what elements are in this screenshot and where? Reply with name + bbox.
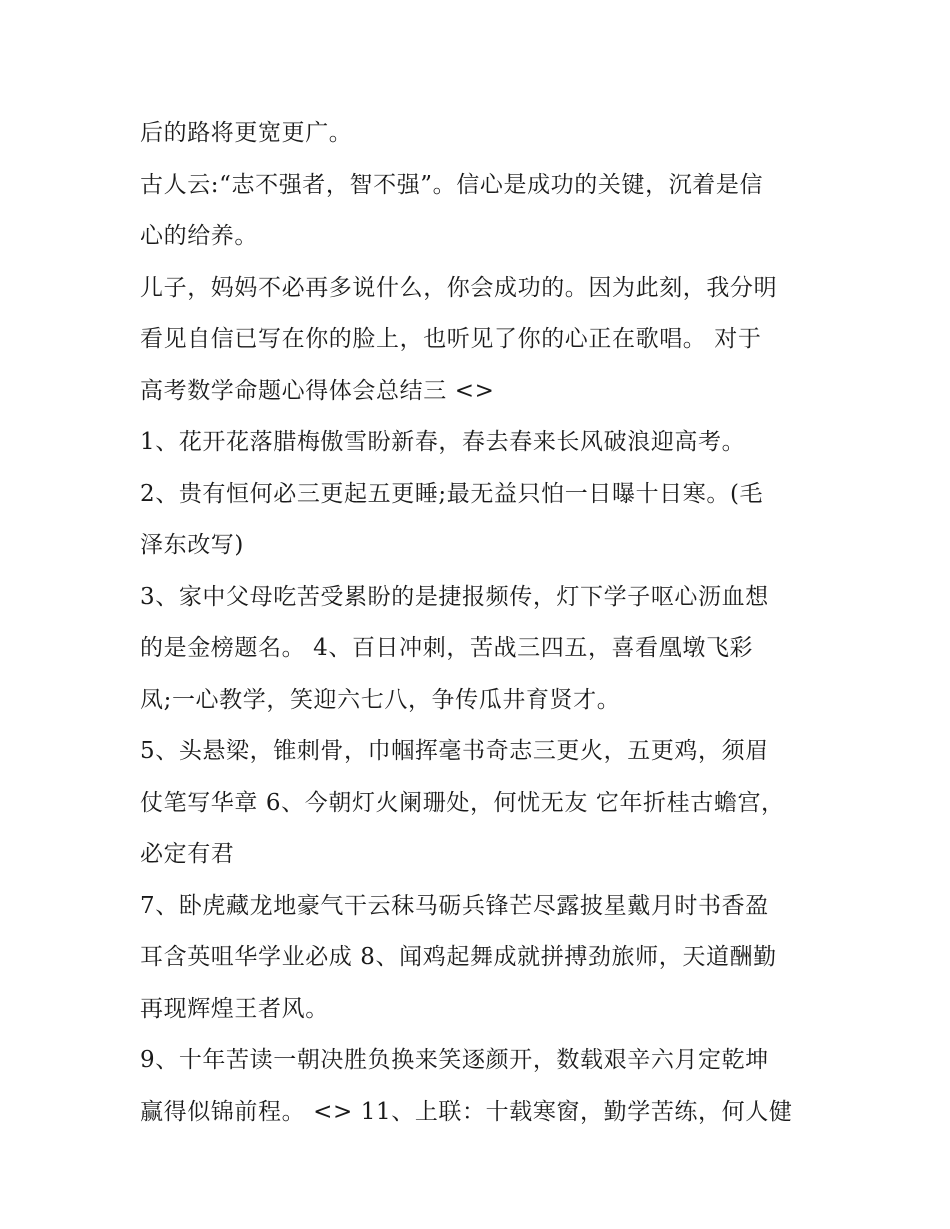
text-line: 赢得似锦前程。 <> 11、上联：十载寒窗，勤学苦练，何人健 bbox=[140, 1098, 793, 1125]
text-line: 9、十年苦读一朝决胜负换来笑逐颜开，数载艰辛六月定乾坤 bbox=[140, 1047, 769, 1073]
text-line: 心的给养。 bbox=[140, 223, 258, 249]
text-line: 看见自信已写在你的脸上，也听见了你的心正在歌唱。 对于 bbox=[140, 326, 762, 352]
text-line: 必定有君 bbox=[140, 841, 235, 867]
text-line: 1、花开花落腊梅傲雪盼新春，春去春来长风破浪迎高考。 bbox=[140, 429, 746, 455]
text-line: 5、头悬梁，锥刺骨，巾帼挥毫书奇志三更火，五更鸡，须眉 bbox=[140, 738, 769, 764]
document-body bbox=[140, 108, 820, 1138]
text-line: 后的路将更宽更广。 bbox=[140, 120, 353, 146]
text-line: 凤;一心教学，笑迎六七八，争传瓜井育贤才。 bbox=[140, 686, 621, 713]
text-line: 再现辉煌王者风。 bbox=[140, 995, 329, 1022]
text-line: 泽东改写) bbox=[140, 532, 244, 558]
text-line: 的是金榜题名。 4、百日冲刺，苦战三四五，喜看凰墩飞彩 bbox=[140, 635, 754, 661]
text-line: 7、卧虎藏龙地豪气干云秣马砺兵锋芒尽露披星戴月时书香盈 bbox=[140, 892, 769, 919]
text-line: 耳含英咀华学业必成 8、闻鸡起舞成就拼搏劲旅师，天道酬勤 bbox=[140, 944, 777, 970]
text-line: 古人云:“志不强者，智不强”。信心是成功的关键，沉着是信 bbox=[140, 171, 764, 198]
text-line: 儿子，妈妈不必再多说什么，你会成功的。因为此刻，我分明 bbox=[140, 274, 778, 301]
section-title: 高考数学命题心得体会总结三 <> bbox=[140, 377, 495, 404]
text-line: 仗笔写华章 6、今朝灯火阑珊处，何忧无友 它年折桂古蟾宫， bbox=[140, 789, 785, 816]
text-line: 3、家中父母吃苦受累盼的是捷报频传，灯下学子呕心沥血想 bbox=[140, 583, 769, 610]
text-line: 2、贵有恒何必三更起五更睡;最无益只怕一日曝十日寒。(毛 bbox=[140, 480, 764, 507]
